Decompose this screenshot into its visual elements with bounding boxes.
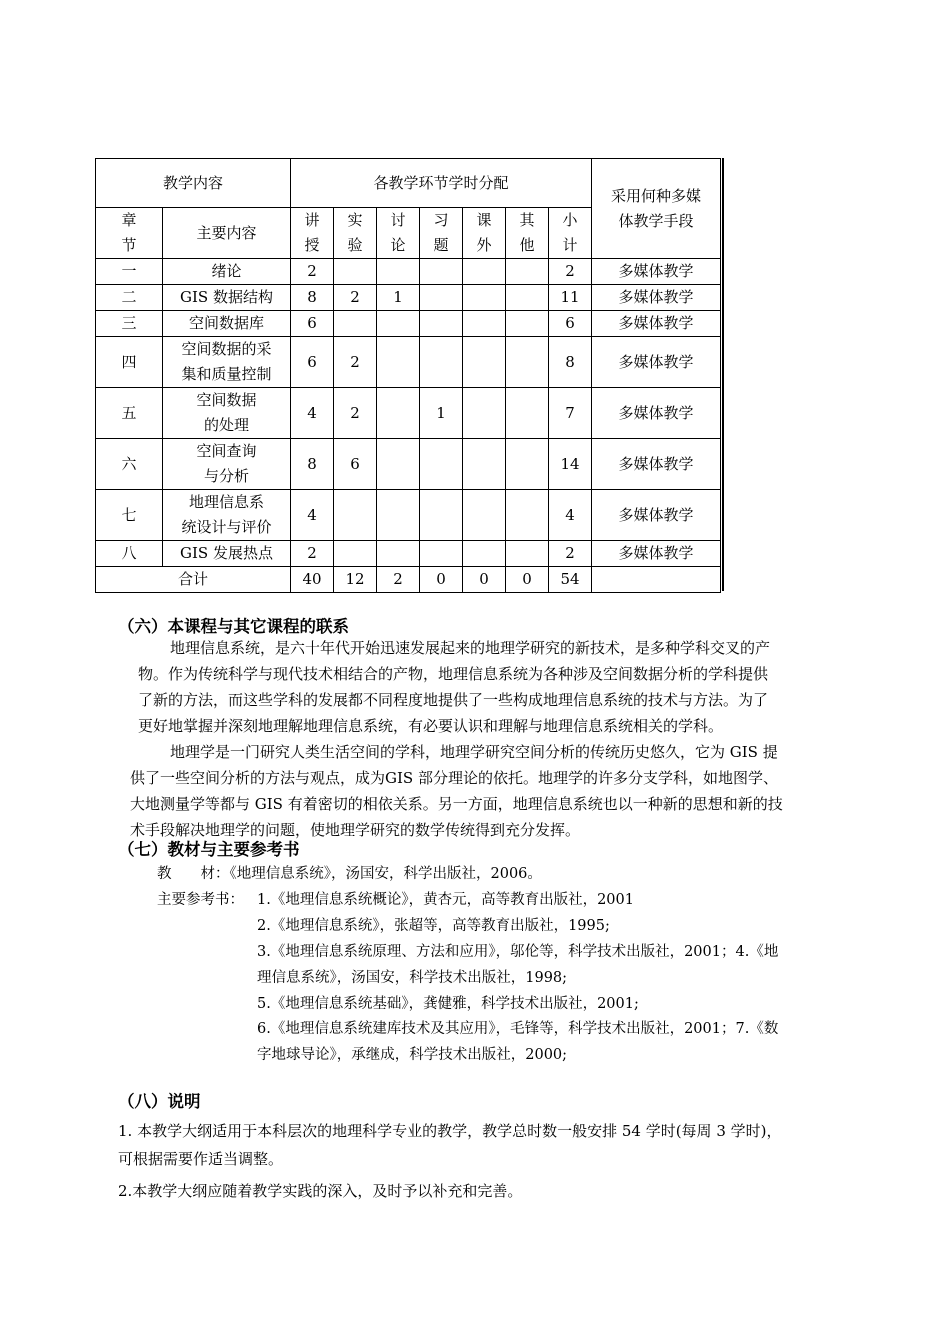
hours-cell: 6 [549, 311, 592, 337]
hours-cell [463, 337, 506, 388]
total-cell: 12 [334, 567, 377, 593]
header-chapter: 章 节 [96, 208, 163, 259]
media-cell: 多媒体教学 [592, 388, 721, 439]
hours-cell: 2 [334, 337, 377, 388]
hours-cell [334, 311, 377, 337]
hours-cell: 11 [549, 285, 592, 311]
hours-cell [420, 337, 463, 388]
table-row [96, 439, 721, 490]
media-cell: 多媒体教学 [592, 337, 721, 388]
hours-cell: 8 [291, 439, 334, 490]
hours-cell [334, 490, 377, 541]
media-cell: 多媒体教学 [592, 541, 721, 567]
ref-item: 2.《地理信息系统》，张超等，高等教育出版社，1995; [257, 918, 610, 934]
header-extracurricular: 课 外 [463, 208, 506, 259]
header-teaching-content: 教学内容 [96, 159, 291, 208]
table-row [96, 490, 721, 541]
hours-cell [420, 285, 463, 311]
hours-cell [506, 439, 549, 490]
note-item-2: 2.本教学大纲应随着教学实践的深入，及时予以补充和完善。 [118, 1182, 523, 1200]
header-lecture: 讲 授 [291, 208, 334, 259]
hours-cell [334, 541, 377, 567]
hours-cell [420, 311, 463, 337]
header-discussion: 讨 论 [377, 208, 420, 259]
media-cell: 多媒体教学 [592, 311, 721, 337]
hours-cell [506, 388, 549, 439]
media-cell: 多媒体教学 [592, 490, 721, 541]
chapter-cell: 一 [96, 259, 163, 285]
hours-cell [377, 490, 420, 541]
hours-cell [463, 541, 506, 567]
hours-cell [506, 337, 549, 388]
ref-item: 5.《地理信息系统基础》，龚健雅，科学技术出版社，2001; [257, 996, 639, 1012]
ref-item: 理信息系统》，汤国安，科学技术出版社，1998; [257, 970, 568, 986]
hours-cell [506, 490, 549, 541]
hours-cell [420, 490, 463, 541]
hours-cell: 6 [291, 337, 334, 388]
hours-cell: 4 [291, 388, 334, 439]
content-cell: 空间数据的采 集和质量控制 [163, 337, 291, 388]
hours-cell: 2 [549, 259, 592, 285]
chapter-cell: 四 [96, 337, 163, 388]
media-cell: 多媒体教学 [592, 285, 721, 311]
chapter-cell: 七 [96, 490, 163, 541]
chapter-cell: 二 [96, 285, 163, 311]
section6-p1-line4: 更好地掌握并深刻地理解地理信息系统，有必要认识和理解与地理信息系统相关的学科。 [138, 717, 724, 735]
hours-cell [420, 541, 463, 567]
note-item-1-cont: 可根据需要作适当调整。 [118, 1150, 284, 1168]
hours-cell [506, 259, 549, 285]
ref-item: 6.《地理信息系统建库技术及其应用》，毛锋等，科学技术出版社，2001；7.《数 [257, 1021, 779, 1037]
section7-title: （七）教材与主要参考书 [118, 840, 300, 859]
header-main-content: 主要内容 [163, 208, 291, 259]
table-row [96, 259, 721, 285]
content-cell: GIS 发展热点 [163, 541, 291, 567]
hours-cell [463, 439, 506, 490]
hours-cell [377, 439, 420, 490]
content-cell: 绪论 [163, 259, 291, 285]
header-hours-allocation: 各教学环节学时分配 [291, 159, 592, 208]
content-cell: 空间查询 与分析 [163, 439, 291, 490]
media-cell: 多媒体教学 [592, 259, 721, 285]
hours-cell [420, 439, 463, 490]
media-cell: 多媒体教学 [592, 439, 721, 490]
section6-p2-line3: 大地测量学等都与 GIS 有着密切的相依关系。另一方面，地理信息系统也以一种新的思想和新的技 [130, 795, 783, 813]
hours-cell: 2 [291, 259, 334, 285]
hours-cell: 1 [377, 285, 420, 311]
hours-cell [463, 259, 506, 285]
section6-p2-line4: 术手段解决地理学的问题，使地理学研究的数学传统得到充分发挥。 [130, 821, 581, 839]
hours-cell: 14 [549, 439, 592, 490]
chapter-cell: 五 [96, 388, 163, 439]
hours-cell: 2 [334, 285, 377, 311]
hours-cell [377, 337, 420, 388]
total-cell: 2 [377, 567, 420, 593]
section6-p1-line1: 地理信息系统，是六十年代开始迅速发展起来的地理学研究的新技术，是多种学科交叉的产 [170, 639, 771, 657]
hours-cell [463, 285, 506, 311]
hours-cell [506, 541, 549, 567]
ref-item: 1.《地理信息系统概论》，黄杏元，高等教育出版社，2001 [257, 892, 634, 908]
section6-p2-line2: 供了一些空间分析的方法与观点，成为GIS 部分理论的依托。地理学的许多分支学科，如地图学、 [130, 769, 778, 787]
total-label: 合计 [96, 567, 291, 593]
hours-cell [463, 311, 506, 337]
chapter-cell: 六 [96, 439, 163, 490]
content-cell: GIS 数据结构 [163, 285, 291, 311]
header-media-method: 采用何种多媒 体教学手段 [592, 159, 721, 259]
total-media [592, 567, 721, 593]
hours-cell [377, 388, 420, 439]
hours-cell: 6 [334, 439, 377, 490]
textbook-line: 教 材：《地理信息系统》，汤国安，科学出版社，2006。 [157, 866, 542, 882]
hours-cell [377, 259, 420, 285]
total-cell: 0 [463, 567, 506, 593]
hours-cell [506, 311, 549, 337]
hours-cell [377, 311, 420, 337]
chapter-cell: 八 [96, 541, 163, 567]
refs-label: 主要参考书： [157, 892, 244, 908]
section8-title: （八）说明 [118, 1092, 201, 1111]
total-cell: 0 [506, 567, 549, 593]
hours-cell: 1 [420, 388, 463, 439]
ref-item: 3.《地理信息系统原理、方法和应用》，邬伦等，科学技术出版社，2001；4.《地 [257, 944, 779, 960]
hours-cell: 8 [549, 337, 592, 388]
hours-cell [463, 388, 506, 439]
hours-cell [506, 285, 549, 311]
table-right-border [722, 158, 724, 591]
hours-cell: 2 [291, 541, 334, 567]
hours-cell [334, 259, 377, 285]
content-cell: 空间数据库 [163, 311, 291, 337]
hours-cell [420, 259, 463, 285]
total-row [96, 567, 721, 593]
hours-cell: 4 [291, 490, 334, 541]
hours-cell: 4 [549, 490, 592, 541]
ref-item: 字地球导论》，承继成，科学技术出版社，2000; [257, 1047, 568, 1063]
table-row [96, 311, 721, 337]
section6-p1-line3: 了新的方法，而这些学科的发展都不同程度地提供了一些构成地理信息系统的技术与方法。为了 [138, 691, 769, 709]
hours-cell: 8 [291, 285, 334, 311]
table-row [96, 285, 721, 311]
table-row [96, 337, 721, 388]
content-cell: 地理信息系 统设计与评价 [163, 490, 291, 541]
hours-cell [377, 541, 420, 567]
table-row [96, 541, 721, 567]
hours-cell: 2 [549, 541, 592, 567]
note-item-1: 1. 本教学大纲适用于本科层次的地理科学专业的教学，教学总时数一般安排 54 学时(每周 3 学时)， [118, 1122, 782, 1140]
hours-cell: 7 [549, 388, 592, 439]
total-cell: 40 [291, 567, 334, 593]
hours-cell: 6 [291, 311, 334, 337]
table-row [96, 388, 721, 439]
course-hours-table [95, 158, 721, 593]
total-cell: 0 [420, 567, 463, 593]
content-cell: 空间数据 的处理 [163, 388, 291, 439]
header-lab: 实 验 [334, 208, 377, 259]
chapter-cell: 三 [96, 311, 163, 337]
section6-p1-line2: 物。作为传统科学与现代技术相结合的产物，地理信息系统为各种涉及空间数据分析的学科提供 [138, 665, 769, 683]
header-subtotal: 小 计 [549, 208, 592, 259]
section6-p2-line1: 地理学是一门研究人类生活空间的学科，地理学研究空间分析的传统历史悠久，它为 GIS 提 [170, 743, 778, 761]
header-other: 其 他 [506, 208, 549, 259]
header-exercise: 习 题 [420, 208, 463, 259]
section6-title: （六）本课程与其它课程的联系 [118, 617, 349, 636]
total-cell: 54 [549, 567, 592, 593]
hours-cell: 2 [334, 388, 377, 439]
hours-cell [463, 490, 506, 541]
